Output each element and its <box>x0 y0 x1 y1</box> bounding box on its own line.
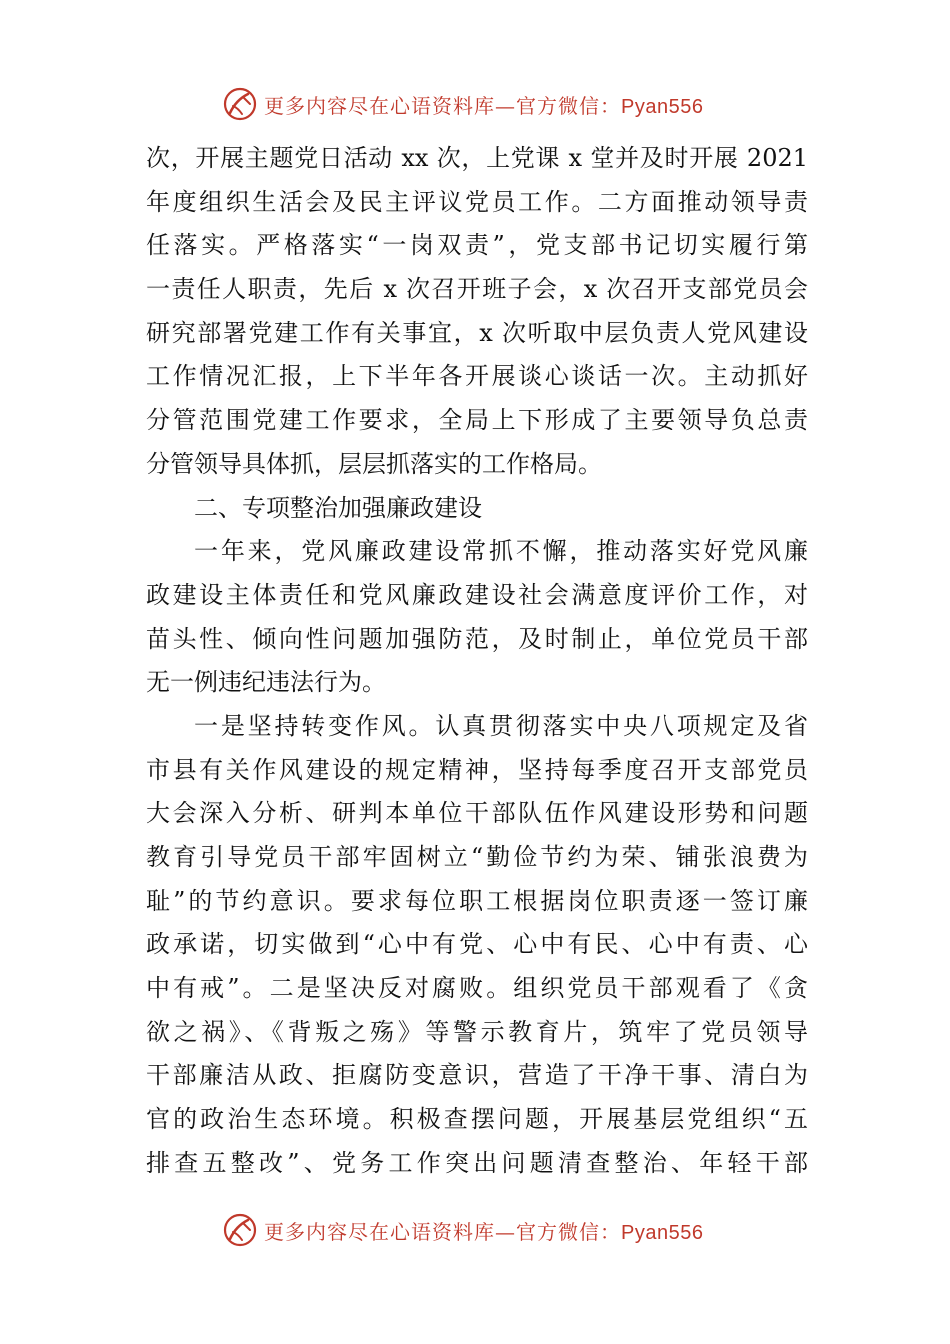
section-heading: 二、专项整治加强廉政建设 <box>194 493 482 522</box>
text-line: 一责任人职责，先后 x 次召开班子会，x 次召开支部党员会 <box>146 275 808 304</box>
text-line: 官的政治生态环境。积极查摆问题，开展基层党组织“五 <box>146 1105 808 1134</box>
text-line: 分管范围党建工作要求，全局上下形成了主要领导负总责 <box>146 406 808 435</box>
watermark-text: 更多内容尽在心语资料库—官方微信：Pyan556 <box>264 93 704 118</box>
text-line: 政承诺，切实做到“心中有党、心中有民、心中有责、心 <box>146 930 808 959</box>
text-line: 排查五整改”、党务工作突出问题清查整治、年轻干部 <box>146 1148 808 1177</box>
document-body <box>146 137 808 1186</box>
text-line: 分管领导具体抓，层层抓落实的工作格局。 <box>146 449 602 478</box>
text-line: 无一例违纪违法行为。 <box>146 668 386 697</box>
watermark-text: 更多内容尽在心语资料库—官方微信：Pyan556 <box>264 1219 704 1244</box>
watermark-header <box>222 84 742 124</box>
pen-logo-icon <box>222 86 258 122</box>
watermark-footer <box>222 1210 742 1250</box>
text-line: 政建设主体责任和党风廉政建设社会满意度评价工作，对 <box>146 580 808 609</box>
text-line: 大会深入分析、研判本单位干部队伍作风建设形势和问题 <box>146 799 808 828</box>
text-line: 耻”的节约意识。要求每位职工根据岗位职责逐一签订廉 <box>146 886 808 915</box>
text-line: 一年来，党风廉政建设常抓不懈，推动落实好党风廉 <box>194 537 808 566</box>
text-line: 中有戒”。二是坚决反对腐败。组织党员干部观看了《贪 <box>146 974 808 1003</box>
pen-logo-icon <box>222 1212 258 1248</box>
text-line: 教育引导党员干部牢固树立“勤俭节约为荣、铺张浪费为 <box>146 843 808 871</box>
text-line: 干部廉洁从政、拒腐防变意识，营造了干净干事、清白为 <box>146 1061 808 1090</box>
text-line: 研究部署党建工作有关事宜，x 次听取中层负责人党风建设 <box>146 318 808 347</box>
text-line: 任落实。严格落实“一岗双责”，党支部书记切实履行第 <box>146 231 808 260</box>
text-line: 年度组织生活会及民主评议党员工作。二方面推动领导责 <box>146 187 808 216</box>
text-line: 市县有关作风建设的规定精神，坚持每季度召开支部党员 <box>146 755 808 784</box>
text-line: 苗头性、倾向性问题加强防范，及时制止，单位党员干部 <box>146 624 808 653</box>
text-line: 欲之祸》、《背叛之殇》等警示教育片，筑牢了党员领导 <box>146 1017 808 1046</box>
text-line: 次，开展主题党日活动 xx 次，上党课 x 堂并及时开展 2021 <box>146 144 808 172</box>
text-line: 一是坚持转变作风。认真贯彻落实中央八项规定及省 <box>194 711 808 740</box>
text-line: 工作情况汇报，上下半年各开展谈心谈话一次。主动抓好 <box>146 362 808 391</box>
